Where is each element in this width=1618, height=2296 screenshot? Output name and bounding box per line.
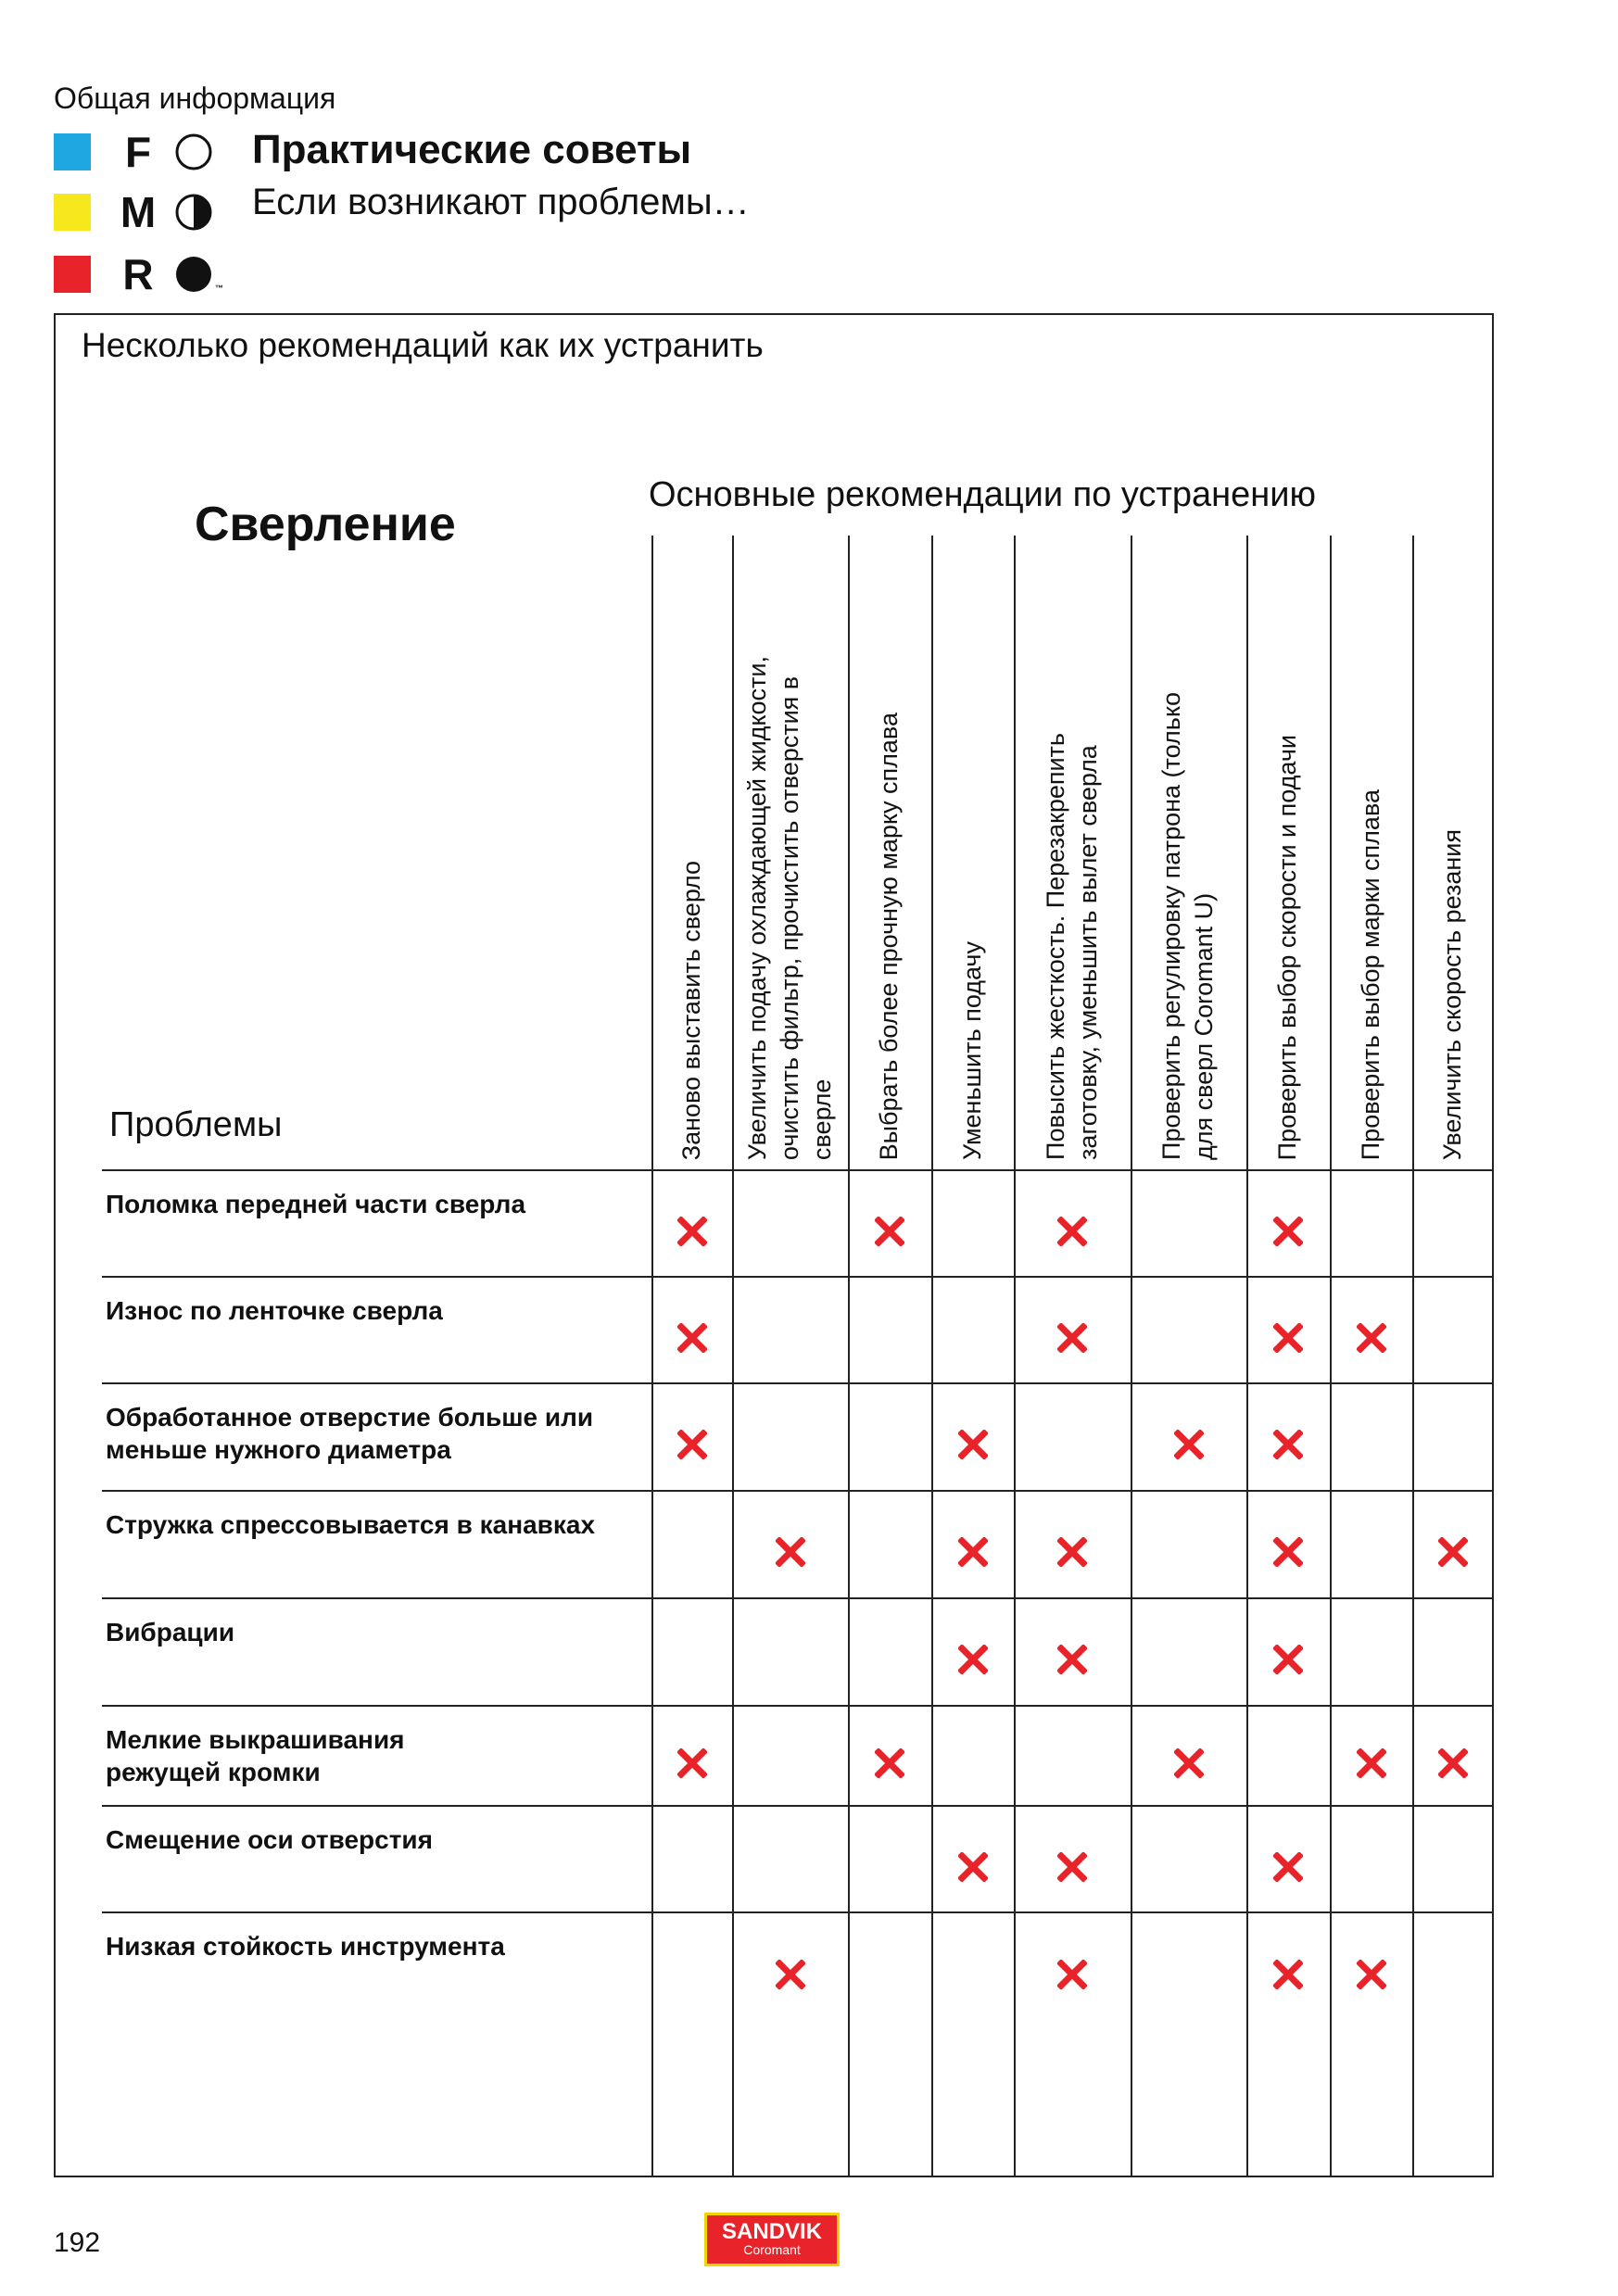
x-mark-icon — [1438, 1537, 1468, 1567]
x-mark-icon — [958, 1852, 988, 1882]
column-header — [651, 539, 732, 1160]
column-header-label: Повысить жесткость. Перезакрепить заготовку, уменьшить вылет сверла — [1041, 733, 1102, 1160]
x-mark-icon — [958, 1537, 988, 1567]
section-label: Общая информация — [54, 82, 336, 115]
column-header — [1131, 539, 1246, 1160]
row-label: Смещение оси отверстия — [106, 1825, 433, 1854]
x-mark-icon — [1174, 1748, 1204, 1778]
x-mark-icon — [1438, 1748, 1468, 1778]
column-header — [732, 539, 848, 1160]
x-mark-icon — [1273, 1323, 1303, 1353]
x-mark-icon — [1357, 1960, 1386, 1989]
x-mark-icon — [875, 1748, 904, 1778]
x-mark-icon — [677, 1748, 707, 1778]
column-header-label: Проверить регулировку патрона (только для сверл Coromant U) — [1157, 692, 1219, 1160]
x-mark-icon — [776, 1537, 805, 1567]
legend-row-m — [54, 188, 213, 236]
x-mark-icon — [958, 1430, 988, 1459]
column-header — [1330, 539, 1412, 1160]
legend-letter-r: R — [122, 250, 154, 298]
x-mark-icon — [1273, 1645, 1303, 1674]
row-label: Низкая стойкость инструмента — [106, 1932, 505, 1961]
row-divider — [102, 1805, 1494, 1807]
recommendations-header: Основные рекомендации по устранению — [649, 475, 1316, 514]
x-mark-icon — [1273, 1537, 1303, 1567]
row-label: Поломка передней части сверла — [106, 1190, 526, 1218]
column-header-label: Увеличить подачу охлаждающей жидкости, очистить фильтр, прочистить отверстия в сверле — [742, 655, 837, 1160]
column-header — [848, 539, 931, 1160]
legend-row-r — [54, 250, 223, 298]
logo-line2: Coromant — [743, 2242, 801, 2258]
box-heading: Несколько рекомендаций как их устранить — [82, 326, 764, 364]
x-mark-icon — [1057, 1217, 1087, 1246]
column-header-label: Увеличить скорость резания — [1438, 828, 1467, 1160]
row-divider — [102, 1169, 1494, 1171]
x-mark-icon — [1273, 1430, 1303, 1459]
row-label: Износ по ленточке сверла — [106, 1296, 443, 1325]
legend-letter-m: M — [120, 188, 157, 236]
column-header-label: Проверить выбор скорости и подачи — [1273, 734, 1302, 1160]
x-mark-icon — [1174, 1430, 1204, 1459]
half-circle-icon — [174, 193, 213, 232]
column-header — [1412, 539, 1494, 1160]
x-mark-icon — [677, 1217, 707, 1246]
sandvik-logo — [704, 2213, 840, 2266]
row-divider — [102, 1490, 1494, 1492]
x-mark-icon — [1057, 1960, 1087, 1989]
row-divider — [102, 1276, 1494, 1278]
x-mark-icon — [677, 1430, 707, 1459]
column-header-label: Выбрать более прочную марку сплава — [875, 712, 904, 1160]
page-number: 192 — [54, 2227, 101, 2258]
x-mark-icon — [776, 1960, 805, 1989]
full-circle-icon — [174, 255, 213, 294]
row-label: Обработанное отверстие больше или меньше нужного диаметра — [106, 1403, 594, 1464]
column-header — [1246, 539, 1330, 1160]
x-mark-icon — [1273, 1217, 1303, 1246]
page-subtitle: Если возникают проблемы… — [252, 182, 750, 222]
trademark: ™ — [215, 284, 223, 293]
page-title: Практические советы — [252, 127, 692, 172]
x-mark-icon — [1273, 1852, 1303, 1882]
legend-letter-f: F — [124, 128, 152, 176]
x-mark-icon — [677, 1323, 707, 1353]
row-divider — [102, 1911, 1494, 1913]
row-divider — [102, 1597, 1494, 1599]
problems-label: Проблемы — [109, 1105, 283, 1144]
row-label: Мелкие выкрашивания режущей кромки — [106, 1725, 405, 1786]
x-mark-icon — [1057, 1537, 1087, 1567]
color-square-cyan — [54, 133, 91, 170]
column-header-label: Заново выставить сверло — [676, 860, 705, 1160]
color-square-red — [54, 256, 91, 293]
logo-line1: SANDVIK — [721, 2219, 822, 2245]
x-mark-icon — [1357, 1748, 1386, 1778]
color-square-yellow — [54, 194, 91, 231]
x-mark-icon — [1273, 1960, 1303, 1989]
topic-title: Сверление — [195, 498, 456, 551]
x-mark-icon — [1057, 1645, 1087, 1674]
x-mark-icon — [875, 1217, 904, 1246]
empty-circle-icon — [174, 132, 213, 171]
column-header — [931, 539, 1014, 1160]
x-mark-icon — [1357, 1323, 1386, 1353]
column-header-label: Уменьшить подачу — [957, 941, 986, 1160]
legend-row-f — [54, 128, 213, 176]
row-divider — [102, 1382, 1494, 1384]
column-header — [1014, 539, 1131, 1160]
row-label: Вибрации — [106, 1618, 235, 1646]
row-divider — [102, 1705, 1494, 1707]
x-mark-icon — [1057, 1323, 1087, 1353]
x-mark-icon — [1057, 1852, 1087, 1882]
row-label: Стружка спрессовывается в канавках — [106, 1510, 596, 1539]
x-mark-icon — [958, 1645, 988, 1674]
column-header-label: Проверить выбор марки сплава — [1356, 788, 1384, 1160]
